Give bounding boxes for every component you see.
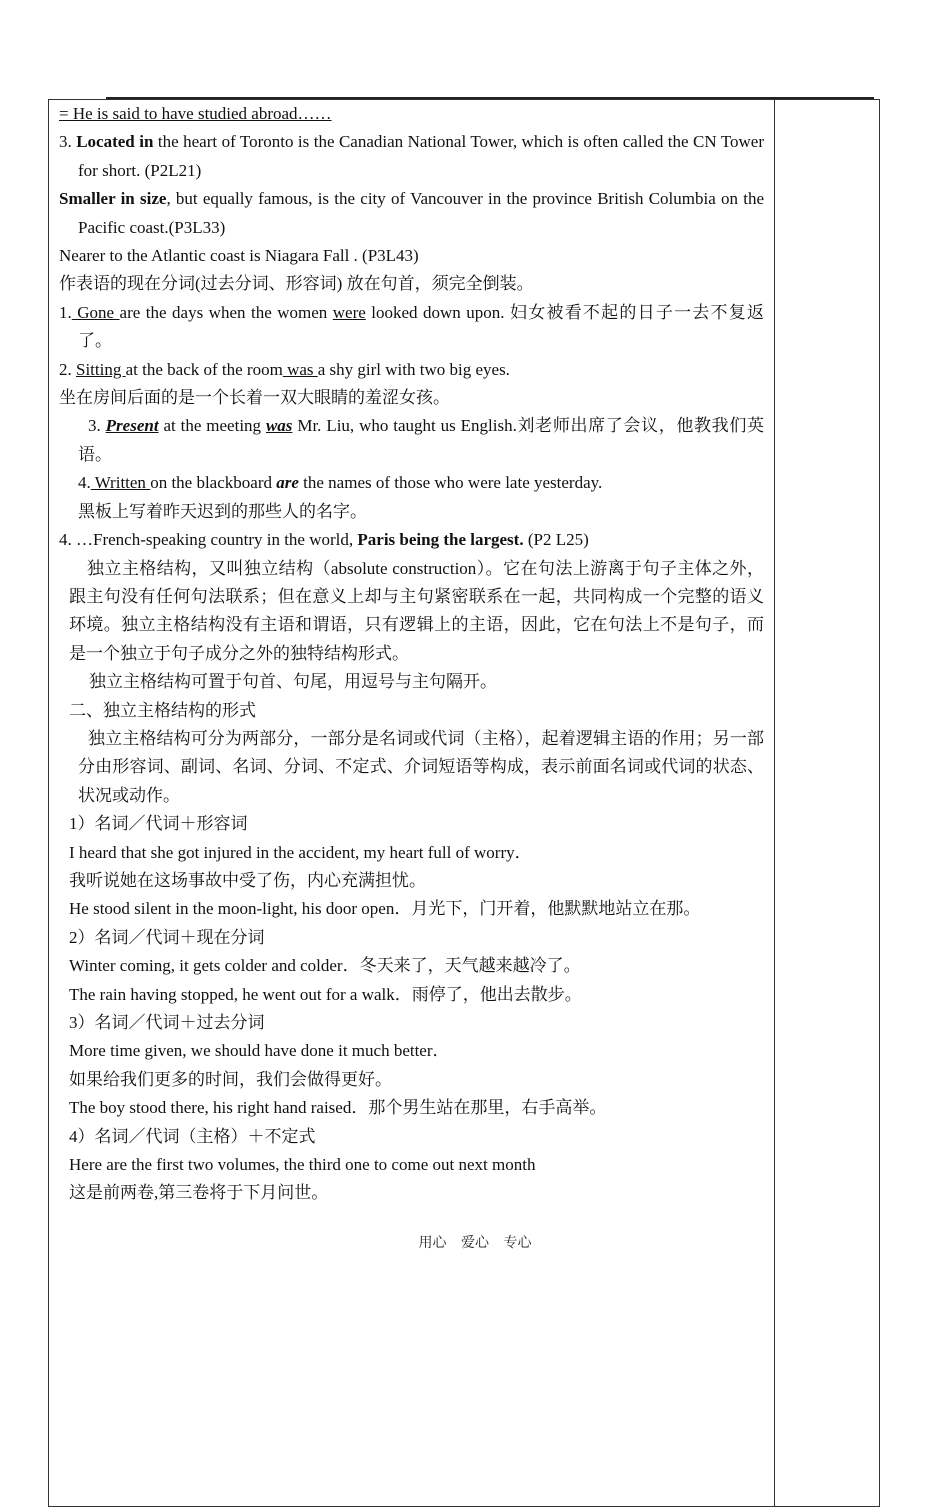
- example-gone: [59, 299, 764, 356]
- text-fragment: Mr. Liu, who taught us English.刘老师出席了会议，他教我们英语。: [78, 416, 764, 464]
- table-content-cell: [59, 100, 764, 1208]
- subsection-heading: 3）名词／代词＋过去分词: [69, 1013, 265, 1032]
- subsection-heading: 4）名词／代词（主格）＋不定式: [69, 1126, 316, 1146]
- text-fragment: looked down upon. 妇女被看不起的日子一去不复返了。: [78, 302, 764, 351]
- subsection-heading: 2）名词／代词＋现在分词: [69, 927, 265, 947]
- bold-phrase: Located in: [76, 132, 154, 152]
- underlined-word: Written: [90, 473, 151, 493]
- text-fragment: , but equally famous, is the city of Vancouver in the province British Columbia on the Pacific coast.(P3L33): [78, 189, 764, 237]
- bold-phrase: Smaller in size: [59, 189, 167, 209]
- example-sentence: I heard that she got injured in the accident, my heart full of worry．: [69, 842, 532, 862]
- example-sentence: He stood silent in the moon-light, his door open．月光下，门开着，他默默地站立在那。: [69, 899, 701, 919]
- example-sentence: Winter coming, it gets colder and colder．冬天来了，天气越来越冷了。: [69, 956, 581, 976]
- text-line: Nearer to the Atlantic coast is Niagara Fall . (P3L43): [59, 246, 419, 266]
- underlined-word: Sitting: [76, 359, 126, 379]
- text-line: 独立主格结构可置于句首、句尾，用逗号与主句隔开。: [89, 672, 497, 692]
- example-paris: [59, 526, 764, 554]
- example-located-in: [59, 128, 764, 185]
- translation-line: 如果给我们更多的时间，我们会做得更好。: [69, 1069, 392, 1089]
- underlined-word: Gone: [71, 302, 120, 322]
- text-fragment: at the meeting: [158, 416, 266, 436]
- text-fragment: 3.: [88, 416, 106, 436]
- text-fragment: 4.: [78, 473, 91, 493]
- example-sentence: The boy stood there, his right hand raised．那个男生站在那里，右手高举。: [69, 1098, 607, 1118]
- translation-line: 我听说她在这场事故中受了伤，内心充满担忧。: [69, 870, 426, 890]
- emphasis-word: Present: [105, 416, 159, 436]
- example-sentence: Here are the first two volumes, the third one to come out next month: [69, 1155, 536, 1175]
- text-fragment: (P2 L25): [523, 530, 589, 550]
- text-line: = He is said to have studied abroad……: [59, 104, 332, 123]
- explanation-paragraph: 独立主格结构，又叫独立结构（absolute construction）。它在句法上游离于句子主体之外，跟主句没有任何句法联系；但在意义上却与主句紧密联系在一起，共同构成一个完整的语义环境。独立主格结构没有主语和谓语，只有逻辑上的主语，因此，它在句法上不是句子，而是一个独立于句子成分之外的独特结构形式。: [69, 558, 764, 663]
- rule-note: 作表语的现在分词(过去分词、形容词) 放在句首，须完全倒装。: [59, 274, 534, 294]
- text-fragment: 3.: [59, 132, 77, 152]
- example-smaller-in-size: [59, 185, 764, 242]
- text-fragment: at the back of the room: [125, 359, 283, 379]
- example-sentence: More time given, we should have done it much better．: [69, 1041, 450, 1061]
- text-fragment: the heart of Toronto is the Canadian National Tower, which is often called the CN Tower for short. (P2L21): [78, 132, 764, 180]
- translation-line: 坐在房间后面的是一个长着一双大眼睛的羞涩女孩。: [59, 388, 450, 408]
- section-heading: 二、独立主格结构的形式: [69, 700, 256, 720]
- example-written: [59, 469, 764, 497]
- text-fragment: 2.: [59, 359, 76, 379]
- text-fragment: are the days when the women: [119, 302, 333, 322]
- text-fragment: the names of those who were late yesterday.: [298, 473, 603, 493]
- table-column-divider: [774, 99, 775, 1507]
- translation-line: 这是前两卷,第三卷将于下月问世。: [69, 1183, 329, 1203]
- page-footer: 用心 爱心 专心: [418, 1235, 532, 1251]
- text-fragment: 1.: [59, 302, 72, 322]
- explanation-paragraph: 独立主格结构可分为两部分，一部分是名词或代词（主格），起着逻辑主语的作用；另一部分由形容词、副词、名词、分词、不定式、介词短语等构成，表示前面名词或代词的状态、状况或动作。: [78, 728, 764, 805]
- emphasis-word: are: [276, 473, 299, 493]
- underlined-word: were: [332, 302, 366, 322]
- text-fragment: on the blackboard: [150, 473, 277, 493]
- translation-line: 黑板上写着昨天迟到的那些人的名字。: [78, 501, 367, 521]
- bold-phrase: Paris being the largest.: [357, 530, 524, 550]
- example-sitting: [59, 356, 764, 384]
- text-fragment: 4. …French-speaking country in the world,: [59, 530, 358, 550]
- example-sentence: The rain having stopped, he went out for a walk．雨停了，他出去散步。: [69, 984, 582, 1004]
- emphasis-word: was: [265, 416, 293, 436]
- underlined-word: was: [282, 359, 318, 379]
- example-present: [59, 412, 764, 469]
- text-fragment: a shy girl with two big eyes.: [317, 359, 510, 379]
- subsection-heading: 1）名词／代词＋形容词: [69, 814, 248, 834]
